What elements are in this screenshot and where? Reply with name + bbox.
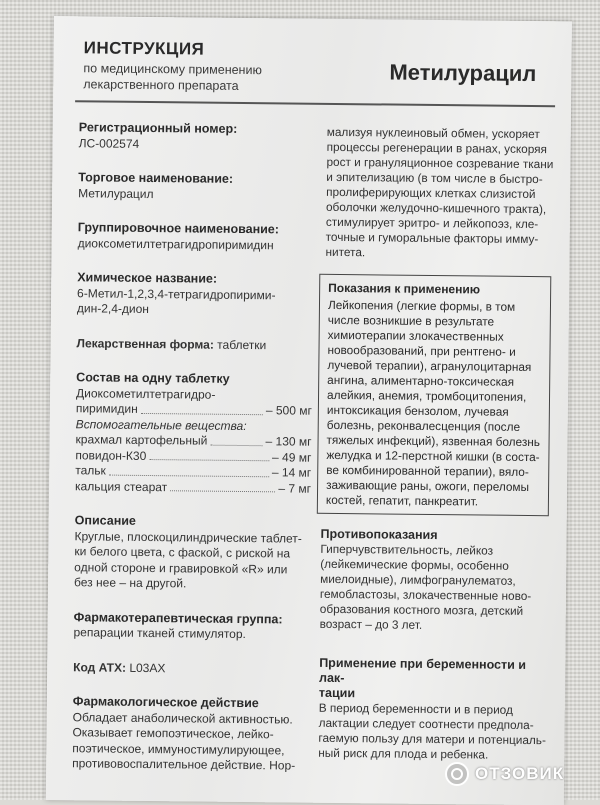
indications-line: алейкия, анемия, тромбоцитопения, <box>326 387 527 404</box>
indications-line: числе возникшие в результате <box>327 312 495 329</box>
trade-value: Метилурацил <box>78 185 154 201</box>
desc-heading: Описание <box>74 513 136 528</box>
contraindications-line: образования костного мозга, детский <box>319 601 524 618</box>
indications-line: заживающие раны, ожоги, переломы <box>326 477 530 495</box>
indications-line: желудка и 12-перстной кишки (в соста- <box>326 447 540 465</box>
cont-line: нитета. <box>325 244 366 260</box>
aux-name: тальк <box>75 463 106 478</box>
watermark-text: ОТЗОВИК <box>475 764 565 783</box>
indications-box <box>317 274 552 516</box>
cont-line: оболочки желудочно-кишечного тракта), <box>325 199 547 217</box>
pharm-group-heading: Фармакотерапевтическая группа: <box>73 609 283 626</box>
reg-heading: Регистрационный номер: <box>78 120 238 136</box>
aux-name: повидон-К30 <box>75 447 147 463</box>
aux-amount: – 14 мг <box>271 465 312 480</box>
reg-value: ЛС-002574 <box>78 135 140 151</box>
contraindications-section <box>318 527 552 763</box>
aux-amount: – 7 мг <box>278 480 312 496</box>
group-value: диоксометилтетрагидропиримидин <box>77 235 274 252</box>
comp-active-name: пиримидин <box>75 401 138 416</box>
chem-value-line: дин-2,4-дион <box>76 301 150 317</box>
header-rule <box>75 100 555 107</box>
cont-line: процессы регенерации в ранах, ускоряя <box>326 139 548 157</box>
contraindications-line: возраст – до 3 лет. <box>319 616 423 632</box>
action-line: Обладает анаболической активностью. <box>72 709 293 727</box>
indications-heading: Показания к применению <box>328 280 481 297</box>
action-heading: Фармакологическое действие <box>72 694 259 711</box>
action-line: поэтическое, иммуностимулирующее, <box>72 740 285 757</box>
indications-line: новообразований, при рентгено- и <box>327 342 516 359</box>
desc-line: ки белого цвета, с фаской, с риской на <box>74 544 291 561</box>
pregnancy-line: В период беременности и в период <box>318 700 513 717</box>
otzovik-watermark <box>445 762 564 786</box>
instruction-sheet <box>46 16 572 805</box>
left-column <box>72 120 315 774</box>
indications-line: ангина, алиментарно-токсическая <box>327 372 515 389</box>
atc-label: Код АТХ: <box>73 659 127 675</box>
aux-name: крахмал картофельный <box>75 432 208 448</box>
form-heading: Лекарственная форма: <box>76 335 214 352</box>
pregnancy-heading: тации <box>318 685 356 701</box>
pregnancy-line: гаемую пользу для матери и потенциаль- <box>318 730 547 748</box>
indications-line: ве комбинированной терапии), вяло- <box>326 462 529 479</box>
pregnancy-heading: Применение при беременности и лак- <box>319 655 527 686</box>
atc-value: L03AX <box>125 660 166 675</box>
action-line: Оказывает гемопоэтическое, лейко- <box>72 725 274 742</box>
indications-line: химиотерапии злокачественных <box>327 327 504 344</box>
comp-active-amount: – 500 мг <box>265 403 312 418</box>
aux-row <box>75 479 311 497</box>
comp-active-row <box>76 401 312 419</box>
form-value: таблетки <box>213 337 267 352</box>
indications-line: интоксикация бензолом, лучевая <box>326 402 509 419</box>
atc-line <box>73 660 309 678</box>
otzovik-logo-icon <box>445 762 469 786</box>
pregnancy-line: лактации следует соотнести предпола- <box>318 715 534 733</box>
desc-line: одной стороне и гравировкой «R» или <box>74 559 288 576</box>
cont-line: стимулирует эритро- и лейкопоэз, кле- <box>325 214 539 232</box>
chem-heading: Химическое название: <box>77 270 218 286</box>
pregnancy-line: ный риск для плода и ребенка. <box>318 745 489 762</box>
action-line: противовоспалительное действие. Нор- <box>72 756 296 773</box>
group-heading: Группировочное наименование: <box>77 220 280 237</box>
indications-line: болезнь, реконвалесценция (после <box>326 417 521 434</box>
drug-name: Метилурацил <box>389 59 537 87</box>
contraindications-heading: Противопоказания <box>320 526 438 543</box>
doc-subtitle: по медицинскому применению лекарственного препарата <box>83 61 262 93</box>
comp-heading: Состав на одну таблетку <box>76 370 230 386</box>
aux-name: кальция стеарат <box>75 478 168 494</box>
contraindications-line: миелоидные), лимфогранулематоз, <box>320 571 516 588</box>
indications-line: Лейкопения (легкие формы, в том <box>327 297 516 314</box>
pharm-group-value: репарации тканей стимулятор. <box>73 625 246 642</box>
cont-line: пролиферирующих клетках слизистой <box>326 184 536 202</box>
form-line <box>76 336 312 354</box>
desc-line: без нее – на другой. <box>73 575 187 591</box>
cont-line: мализуя нуклеиновый обмен, ускоряет <box>326 124 540 142</box>
doc-title: ИНСТРУКЦИЯ <box>83 38 205 59</box>
contraindications-line: (лейкемические формы, особенно <box>320 556 509 573</box>
right-continuation <box>325 125 556 262</box>
comp-active-line: Диоксометилтетрагидро- <box>75 385 216 402</box>
trade-heading: Торговое наименование: <box>78 170 234 186</box>
aux-heading: Вспомогательные вещества: <box>75 416 247 433</box>
indications-line: костей, гепатит, панкреатит. <box>325 492 479 509</box>
contraindications-line: Гиперчувствительность, лейкоз <box>320 541 494 558</box>
desc-line: Круглые, плоскоцилиндрические таблет- <box>74 528 302 546</box>
cont-line: и эпителизацию (в том числе в быстро- <box>326 169 543 187</box>
indications-line: лучевой терапии), агранулоцитарная <box>327 357 532 375</box>
contraindications-line: гемобластозы, злокачественные ново- <box>319 586 532 604</box>
cont-line: рост и грануляционное созревание ткани <box>326 154 554 172</box>
chem-value-line: 6-Метил-1,2,3,4-тетрагидропирими- <box>77 285 276 302</box>
aux-amount: – 49 мг <box>271 449 312 465</box>
aux-amount: – 130 мг <box>265 434 312 449</box>
indications-line: тяжелых инфекций), язвенная болезнь <box>326 432 541 450</box>
cont-line: точные и гуморальные факторы имму- <box>325 229 539 247</box>
